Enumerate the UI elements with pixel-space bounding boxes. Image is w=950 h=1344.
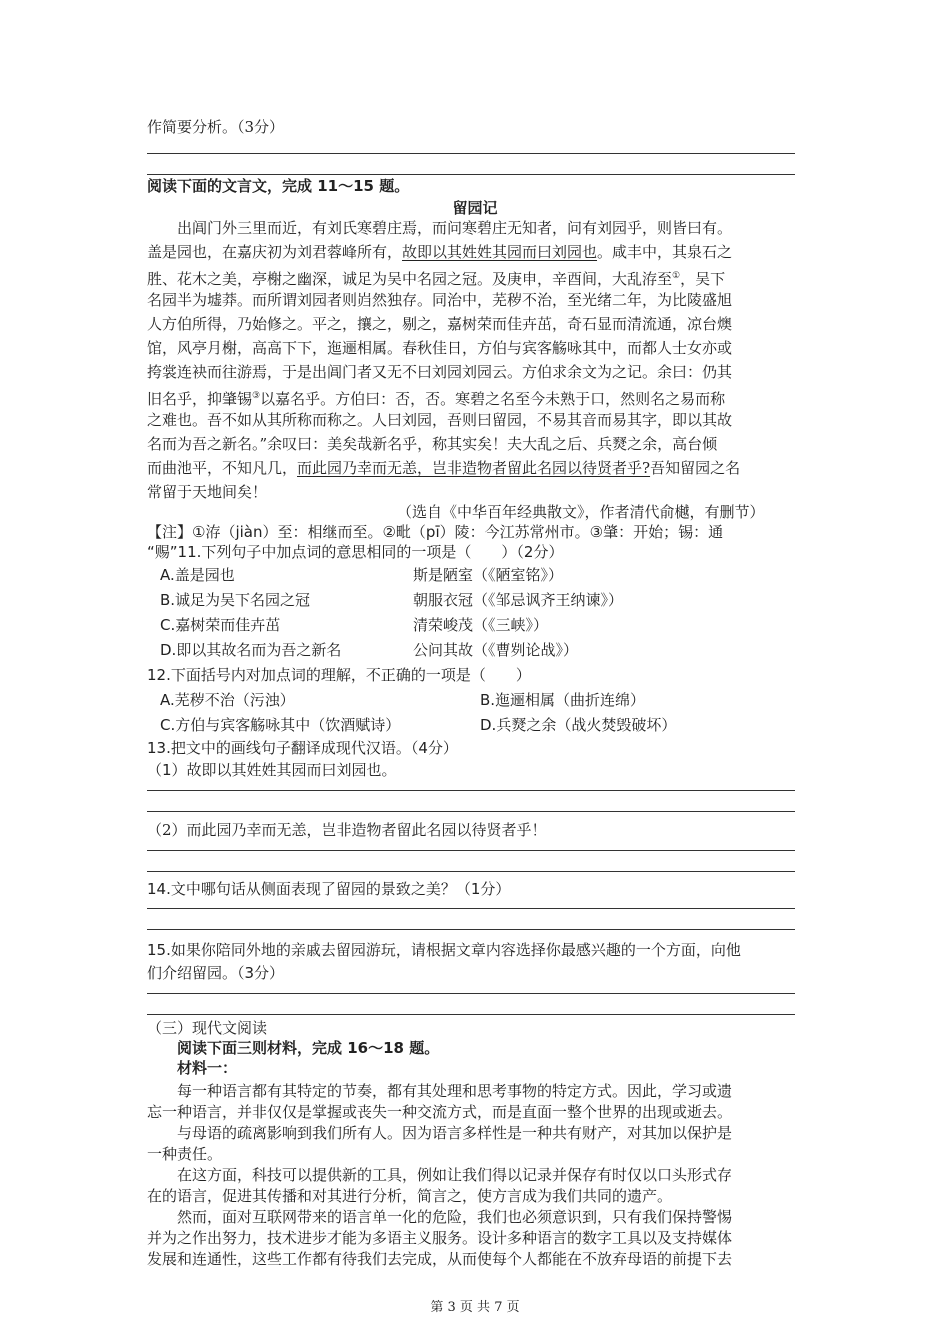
answer-line — [147, 790, 795, 791]
passage-line: 馆，风亭月榭，高高下下，迤逦相属。春秋佳日，方伯与宾客觞咏其中，而都人士女亦或 — [147, 339, 733, 357]
passage-line: 人方伯所得，乃始修之。平之，攘之，剔之，嘉树荣而佳卉茁，奇石显而清流通，凉台燠 — [147, 315, 733, 333]
q13-sub2: （2）而此园乃幸而无恙，岂非造物者留此名园以待贤者乎！ — [147, 821, 547, 839]
passage-line: 常留于天地间矣！ — [147, 483, 268, 501]
material-line: 一种责任。 — [147, 1145, 223, 1163]
passage-line: 名而为吾之新名。”余叹曰：美矣哉新名乎，称其实矣！夫大乱之后、兵燹之余，高台倾 — [147, 435, 718, 453]
passage-title: 留园记 — [452, 199, 498, 217]
notes-line-2: “赐”11.下列句子中加点词的意思相同的一项是（ ）（2分） — [147, 543, 564, 561]
q11-option-left: D.即以其故名而为吾之新名 — [160, 641, 342, 659]
material-line: 在这方面，科技可以提供新的工具，例如让我们得以记录并保存有时仅以口头形式存 — [177, 1166, 733, 1184]
q11-option-right: 清荣峻茂（《三峡》） — [413, 616, 549, 634]
passage-line: 盖是园也，在嘉庆初为刘君蓉峰所有，故即以其姓姓其园而曰刘园也。咸丰中，其泉石之 — [147, 243, 733, 261]
q15-line: 15.如果你陪同外地的亲戚去留园游玩，请根据文章内容选择你最感兴趣的一个方面，向他 — [147, 941, 741, 959]
q13-stem: 13.把文中的画线句子翻译成现代汉语。（4分） — [147, 739, 458, 757]
page-footer: 第 3 页 共 7 页 — [430, 1300, 520, 1315]
passage-line: 旧名乎，抑肇锡③以嘉名乎。方伯曰：否，否。寒碧之名至今未熟于口，然则名之易而称 — [147, 390, 726, 408]
notes-line: 【注】①洊（jiàn）至：相继而至。②毗（pī）陵：今江苏常州市。③肇：开始；锡：通 — [147, 523, 724, 541]
prev-question-tail: 作简要分析。（3分） — [147, 118, 285, 136]
q12-option: D.兵燹之余（战火焚毁破坏） — [480, 716, 677, 734]
answer-line — [147, 929, 795, 930]
footnote-ref-3: ③ — [252, 391, 261, 401]
q12-stem: 12.下面括号内对加点词的理解，不正确的一项是（ ） — [147, 666, 531, 684]
q12-option: A.芜秽不治（污浊） — [160, 691, 295, 709]
q12-option: C.方伯与宾客觞咏其中（饮酒赋诗） — [160, 716, 401, 734]
passage-line: 名园半为墟莽。而所谓刘园者则岿然独存。同治中，芜秽不治，至光绪二年，为比陵盛旭 — [147, 291, 733, 309]
q11-option-right: 斯是陋室（《陋室铭》） — [413, 566, 564, 584]
material-line: 与母语的疏离影响到我们所有人。因为语言多样性是一种共有财产，对其加以保护是 — [177, 1124, 733, 1142]
answer-line — [147, 993, 795, 994]
answer-line — [147, 174, 795, 175]
footnote-ref-1: ① — [672, 271, 681, 281]
answer-line — [147, 871, 795, 872]
underlined-sentence-2: 而此园乃幸而无恙，岂非造物者留此名园以待贤者乎? — [297, 459, 651, 477]
q11-stem: 11.下列句子中加点词的意思相同的一项是（ ）（2分） — [177, 543, 564, 561]
answer-line — [147, 908, 795, 909]
passage-line: 而曲池平，不知凡几，而此园乃幸而无恙，岂非造物者留此名园以待贤者乎?吾知留园之名 — [147, 459, 741, 477]
q11-option-left: C.嘉树荣而佳卉茁 — [160, 616, 281, 634]
material-line: 每一种语言都有其特定的节奏，都有其处理和思考事物的特定方式。因此，学习或遗 — [177, 1082, 733, 1100]
passage-line: 胜、花木之美，亭榭之幽深，诚足为吴中名园之冠。及庚申，辛酉间，大乱洊至①，吴下 — [147, 270, 726, 288]
material-line: 发展和连通性，这些工作都有待我们去完成，从而使每个人都能在不放弃母语的前提下去 — [147, 1250, 733, 1268]
answer-line — [147, 811, 795, 812]
material-line: 在的语言，促进其传播和对其进行分析，简言之，使方言成为我们共同的遗产。 — [147, 1187, 673, 1205]
passage-line: 挎裳连袂而往游焉，于是出阊门者又无不曰刘园刘园云。方伯求余文为之记。余曰：仍其 — [147, 363, 733, 381]
q11-option-right: 公问其故（《曹刿论战》） — [413, 641, 579, 659]
q15-line: 们介绍留园。（3分） — [147, 964, 285, 982]
q11-option-left: B.诚足为吴下名园之冠 — [160, 591, 311, 609]
answer-line — [147, 1014, 795, 1015]
q11-option-right: 朝服衣冠（《邹忌讽齐王纳谏》） — [413, 591, 624, 609]
material-line: 并为之作出努力，技术进步才能为多语主义服务。设计多种语言的数字工具以及支持媒体 — [147, 1229, 733, 1247]
underlined-sentence-1: 故即以其姓姓其园而曰刘园也 — [402, 243, 598, 261]
material-label: 材料一： — [177, 1059, 238, 1077]
passage-source: （选自《中华百年经典散文》，作者清代俞樾，有删节） — [397, 503, 765, 521]
modern-heading: （三）现代文阅读 — [147, 1019, 268, 1037]
q13-sub1: （1）故即以其姓姓其园而曰刘园也。 — [147, 761, 397, 779]
modern-intro: 阅读下面三则材料，完成 16～18 题。 — [177, 1039, 440, 1057]
passage-line: 出阊门外三里而近，有刘氏寒碧庄焉，而问寒碧庄无知者，问有刘园乎，则皆曰有。 — [177, 219, 733, 237]
material-line: 忘一种语言，并非仅仅是掌握或丧失一种交流方式，而是直面一整个世界的出现或逝去。 — [147, 1103, 733, 1121]
passage-line: 之难也。吾不如从其所称而称之。人曰刘园，吾则曰留园，不易其音而易其字，即以其故 — [147, 411, 733, 429]
section-intro: 阅读下面的文言文，完成 11～15 题。 — [147, 177, 410, 195]
q11-option-left: A.盖是园也 — [160, 566, 235, 584]
answer-line — [147, 850, 795, 851]
q12-option: B.迤逦相属（曲折连绵） — [480, 691, 646, 709]
material-line: 然而，面对互联网带来的语言单一化的危险，我们也必须意识到，只有我们保持警惕 — [177, 1208, 733, 1226]
q14-stem: 14.文中哪句话从侧面表现了留园的景致之美？（1分） — [147, 880, 511, 898]
answer-line — [147, 153, 795, 154]
